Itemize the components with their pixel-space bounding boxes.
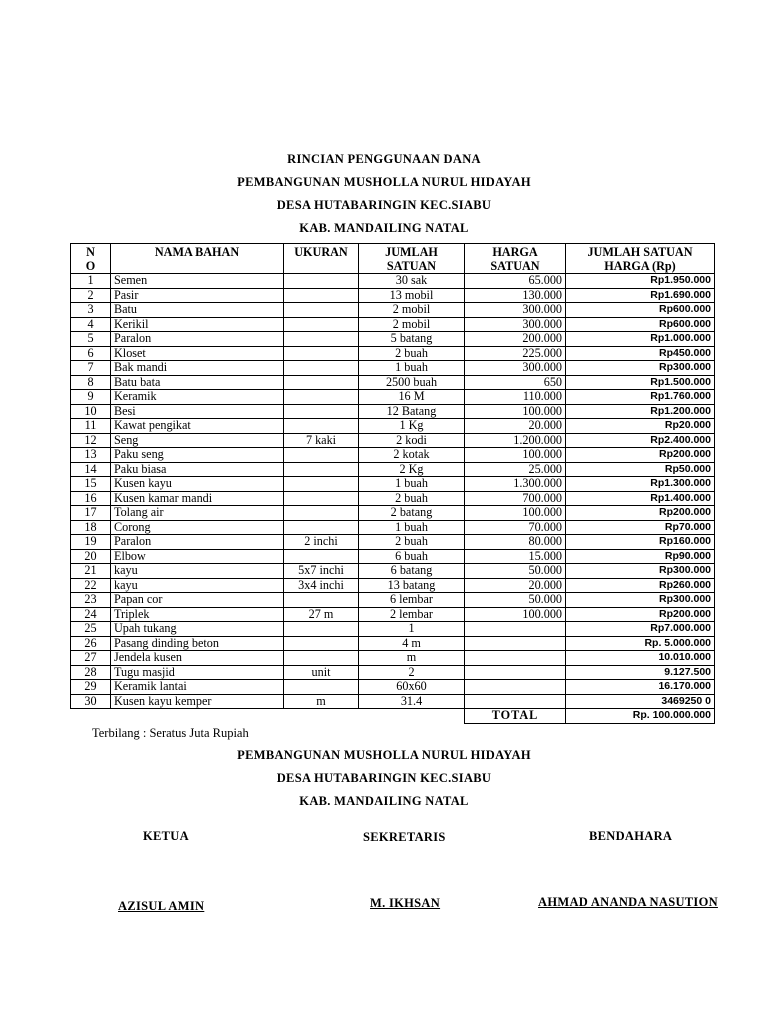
row-jumlah: 2 kodi [359, 433, 465, 448]
row-nama: Batu bata [111, 375, 284, 390]
row-no: 7 [71, 361, 111, 376]
row-no: 27 [71, 651, 111, 666]
row-total: Rp1.000.000 [566, 332, 715, 347]
table-row [71, 636, 715, 651]
row-jumlah: 6 batang [359, 564, 465, 579]
row-total: Rp. 5.000.000 [566, 636, 715, 651]
total-row [71, 709, 715, 724]
row-total: Rp200.000 [566, 448, 715, 463]
table-row [71, 303, 715, 318]
row-total: 3469250 0 [566, 694, 715, 709]
row-jumlah: 1 Kg [359, 419, 465, 434]
row-no: 2 [71, 288, 111, 303]
row-harga: 70.000 [465, 520, 566, 535]
row-nama: Kusen kayu [111, 477, 284, 492]
row-nama: Tugu masjid [111, 665, 284, 680]
row-jumlah: 13 batang [359, 578, 465, 593]
row-harga: 300.000 [465, 303, 566, 318]
row-ukuran: 7 kaki [284, 433, 359, 448]
row-ukuran [284, 593, 359, 608]
row-total: Rp1.690.000 [566, 288, 715, 303]
row-nama: Semen [111, 274, 284, 289]
row-jumlah: 2 lembar [359, 607, 465, 622]
table-row [71, 651, 715, 666]
footer-project-name: PEMBANGUNAN MUSHOLLA NURUL HIDAYAH [237, 748, 531, 762]
footer-regency-name: KAB. MANDAILING NATAL [299, 794, 469, 808]
table-row [71, 549, 715, 564]
table-row [71, 506, 715, 521]
table-row [71, 535, 715, 550]
row-jumlah: 6 lembar [359, 593, 465, 608]
row-ukuran [284, 462, 359, 477]
table-row [71, 274, 715, 289]
row-ukuran [284, 506, 359, 521]
row-no: 17 [71, 506, 111, 521]
row-nama: Pasir [111, 288, 284, 303]
row-harga: 100.000 [465, 404, 566, 419]
row-total: Rp1.760.000 [566, 390, 715, 405]
total-spacer [71, 709, 465, 724]
row-total: Rp160.000 [566, 535, 715, 550]
row-total: Rp2.400.000 [566, 433, 715, 448]
row-harga: 15.000 [465, 549, 566, 564]
table-header-row [71, 244, 715, 274]
row-ukuran: 5x7 inchi [284, 564, 359, 579]
row-no: 26 [71, 636, 111, 651]
table-row [71, 390, 715, 405]
table-row [71, 564, 715, 579]
row-total: Rp20.000 [566, 419, 715, 434]
column-header-nama: NAMA BAHAN [111, 244, 284, 274]
row-total: Rp300.000 [566, 564, 715, 579]
row-total: Rp300.000 [566, 361, 715, 376]
row-no: 1 [71, 274, 111, 289]
row-harga: 650 [465, 375, 566, 390]
row-no: 30 [71, 694, 111, 709]
village-name: DESA HUTABARINGIN KEC.SIABU [276, 198, 492, 212]
table-row [71, 419, 715, 434]
row-no: 11 [71, 419, 111, 434]
table-row [71, 462, 715, 477]
table-row [71, 607, 715, 622]
row-harga [465, 694, 566, 709]
row-harga: 300.000 [465, 361, 566, 376]
row-nama: Paku biasa [111, 462, 284, 477]
table-row [71, 578, 715, 593]
row-ukuran [284, 419, 359, 434]
row-total: Rp600.000 [566, 317, 715, 332]
row-ukuran [284, 390, 359, 405]
row-nama: Corong [111, 520, 284, 535]
row-nama: Elbow [111, 549, 284, 564]
row-total: Rp1.200.000 [566, 404, 715, 419]
row-nama: Kerikil [111, 317, 284, 332]
table-row [71, 477, 715, 492]
row-no: 22 [71, 578, 111, 593]
row-harga: 80.000 [465, 535, 566, 550]
ketua-role: KETUA [143, 829, 189, 843]
row-nama: Pasang dinding beton [111, 636, 284, 651]
row-jumlah: 6 buah [359, 549, 465, 564]
row-jumlah: 31.4 [359, 694, 465, 709]
row-total: Rp1.400.000 [566, 491, 715, 506]
sekretaris-name: M. IKHSAN [370, 896, 441, 910]
row-jumlah: 2 buah [359, 491, 465, 506]
row-ukuran [284, 346, 359, 361]
row-jumlah: 12 Batang [359, 404, 465, 419]
row-harga [465, 680, 566, 695]
row-total: Rp200.000 [566, 607, 715, 622]
ketua-name: AZISUL AMIN [118, 899, 205, 913]
row-no: 28 [71, 665, 111, 680]
row-nama: Keramik lantai [111, 680, 284, 695]
row-harga: 1.300.000 [465, 477, 566, 492]
row-harga: 20.000 [465, 578, 566, 593]
row-ukuran [284, 404, 359, 419]
row-jumlah: 1 [359, 622, 465, 637]
row-nama: kayu [111, 578, 284, 593]
regency-name: KAB. MANDAILING NATAL [299, 221, 469, 235]
row-harga: 110.000 [465, 390, 566, 405]
row-no: 10 [71, 404, 111, 419]
row-ukuran: m [284, 694, 359, 709]
row-nama: Bak mandi [111, 361, 284, 376]
row-ukuran: 27 m [284, 607, 359, 622]
row-ukuran [284, 636, 359, 651]
table-row [71, 520, 715, 535]
row-nama: Papan cor [111, 593, 284, 608]
row-jumlah: 2 batang [359, 506, 465, 521]
row-no: 12 [71, 433, 111, 448]
row-ukuran [284, 477, 359, 492]
row-ukuran [284, 375, 359, 390]
row-no: 13 [71, 448, 111, 463]
row-ukuran [284, 651, 359, 666]
row-ukuran [284, 361, 359, 376]
row-nama: Paku seng [111, 448, 284, 463]
column-header-jumlah: JUMLAH SATUAN [359, 244, 465, 274]
row-harga: 100.000 [465, 607, 566, 622]
row-total: Rp260.000 [566, 578, 715, 593]
row-ukuran [284, 622, 359, 637]
row-harga: 50.000 [465, 564, 566, 579]
table-row [71, 593, 715, 608]
column-header-harga: HARGA SATUAN [465, 244, 566, 274]
row-nama: kayu [111, 564, 284, 579]
row-total: Rp600.000 [566, 303, 715, 318]
column-header-no: N O [71, 244, 111, 274]
row-total: 9.127.500 [566, 665, 715, 680]
table-row [71, 375, 715, 390]
row-no: 5 [71, 332, 111, 347]
row-ukuran [284, 288, 359, 303]
table-row [71, 433, 715, 448]
row-jumlah: 2 buah [359, 346, 465, 361]
row-harga: 100.000 [465, 506, 566, 521]
row-total: 16.170.000 [566, 680, 715, 695]
row-harga: 50.000 [465, 593, 566, 608]
row-jumlah: 2500 buah [359, 375, 465, 390]
row-no: 25 [71, 622, 111, 637]
row-no: 4 [71, 317, 111, 332]
row-jumlah: 16 M [359, 390, 465, 405]
row-no: 16 [71, 491, 111, 506]
row-harga: 65.000 [465, 274, 566, 289]
row-harga: 100.000 [465, 448, 566, 463]
sekretaris-role: SEKRETARIS [363, 830, 446, 844]
row-nama: Seng [111, 433, 284, 448]
row-nama: Kusen kamar mandi [111, 491, 284, 506]
row-no: 18 [71, 520, 111, 535]
footer-village-name: DESA HUTABARINGIN KEC.SIABU [276, 771, 492, 785]
terbilang-text: Terbilang : Seratus Juta Rupiah [92, 726, 249, 740]
row-no: 15 [71, 477, 111, 492]
row-harga: 225.000 [465, 346, 566, 361]
table-row [71, 665, 715, 680]
row-harga: 300.000 [465, 317, 566, 332]
row-harga [465, 651, 566, 666]
row-ukuran [284, 549, 359, 564]
row-nama: Paralon [111, 332, 284, 347]
row-no: 14 [71, 462, 111, 477]
table-row [71, 404, 715, 419]
row-ukuran [284, 491, 359, 506]
row-nama: Kloset [111, 346, 284, 361]
row-no: 21 [71, 564, 111, 579]
row-total: Rp200.000 [566, 506, 715, 521]
row-jumlah: 2 mobil [359, 317, 465, 332]
row-jumlah: 60x60 [359, 680, 465, 695]
project-name: PEMBANGUNAN MUSHOLLA NURUL HIDAYAH [237, 175, 531, 189]
row-jumlah: 5 batang [359, 332, 465, 347]
row-total: Rp300.000 [566, 593, 715, 608]
row-total: Rp1.950.000 [566, 274, 715, 289]
table-row [71, 346, 715, 361]
row-ukuran [284, 680, 359, 695]
row-nama: Paralon [111, 535, 284, 550]
row-no: 8 [71, 375, 111, 390]
table-row [71, 361, 715, 376]
row-ukuran [284, 303, 359, 318]
row-jumlah: 2 mobil [359, 303, 465, 318]
row-nama: Batu [111, 303, 284, 318]
row-nama: Tolang air [111, 506, 284, 521]
row-no: 19 [71, 535, 111, 550]
table-row [71, 491, 715, 506]
row-no: 3 [71, 303, 111, 318]
budget-table [70, 243, 715, 724]
row-jumlah: 1 buah [359, 520, 465, 535]
row-harga: 200.000 [465, 332, 566, 347]
row-harga: 20.000 [465, 419, 566, 434]
row-no: 24 [71, 607, 111, 622]
row-jumlah: 2 [359, 665, 465, 680]
column-header-total: JUMLAH SATUAN HARGA (Rp) [566, 244, 715, 274]
column-header-ukuran: UKURAN [284, 244, 359, 274]
total-label: TOTAL [465, 709, 566, 724]
row-total: Rp1.300.000 [566, 477, 715, 492]
row-total: Rp50.000 [566, 462, 715, 477]
table-row [71, 317, 715, 332]
row-total: Rp90.000 [566, 549, 715, 564]
row-nama: Keramik [111, 390, 284, 405]
row-jumlah: 1 buah [359, 477, 465, 492]
row-ukuran: 2 inchi [284, 535, 359, 550]
row-jumlah: 2 Kg [359, 462, 465, 477]
row-nama: Upah tukang [111, 622, 284, 637]
row-jumlah: 2 buah [359, 535, 465, 550]
row-total: Rp1.500.000 [566, 375, 715, 390]
table-row [71, 680, 715, 695]
row-no: 29 [71, 680, 111, 695]
row-harga [465, 622, 566, 637]
row-ukuran [284, 317, 359, 332]
row-ukuran [284, 332, 359, 347]
table-row [71, 288, 715, 303]
row-harga: 700.000 [465, 491, 566, 506]
table-row [71, 448, 715, 463]
total-value: Rp. 100.000.000 [566, 709, 715, 724]
bendahara-role: BENDAHARA [589, 829, 673, 843]
row-harga: 130.000 [465, 288, 566, 303]
row-ukuran: unit [284, 665, 359, 680]
table-row [71, 332, 715, 347]
row-no: 20 [71, 549, 111, 564]
row-no: 6 [71, 346, 111, 361]
row-nama: Kawat pengikat [111, 419, 284, 434]
row-no: 9 [71, 390, 111, 405]
row-harga: 25.000 [465, 462, 566, 477]
document-title: RINCIAN PENGGUNAAN DANA [287, 152, 481, 166]
row-nama: Kusen kayu kemper [111, 694, 284, 709]
row-jumlah: 1 buah [359, 361, 465, 376]
table-row [71, 694, 715, 709]
row-nama: Jendela kusen [111, 651, 284, 666]
row-jumlah: 2 kotak [359, 448, 465, 463]
row-jumlah: 13 mobil [359, 288, 465, 303]
row-total: Rp7.000.000 [566, 622, 715, 637]
row-nama: Triplek [111, 607, 284, 622]
row-nama: Besi [111, 404, 284, 419]
row-jumlah: 30 sak [359, 274, 465, 289]
row-harga [465, 665, 566, 680]
row-ukuran [284, 520, 359, 535]
row-jumlah: m [359, 651, 465, 666]
table-row [71, 622, 715, 637]
row-no: 23 [71, 593, 111, 608]
row-ukuran [284, 274, 359, 289]
row-jumlah: 4 m [359, 636, 465, 651]
row-total: Rp450.000 [566, 346, 715, 361]
row-ukuran: 3x4 inchi [284, 578, 359, 593]
row-harga: 1.200.000 [465, 433, 566, 448]
bendahara-name: AHMAD ANANDA NASUTION [538, 895, 718, 909]
row-harga [465, 636, 566, 651]
row-total: 10.010.000 [566, 651, 715, 666]
row-total: Rp70.000 [566, 520, 715, 535]
row-ukuran [284, 448, 359, 463]
